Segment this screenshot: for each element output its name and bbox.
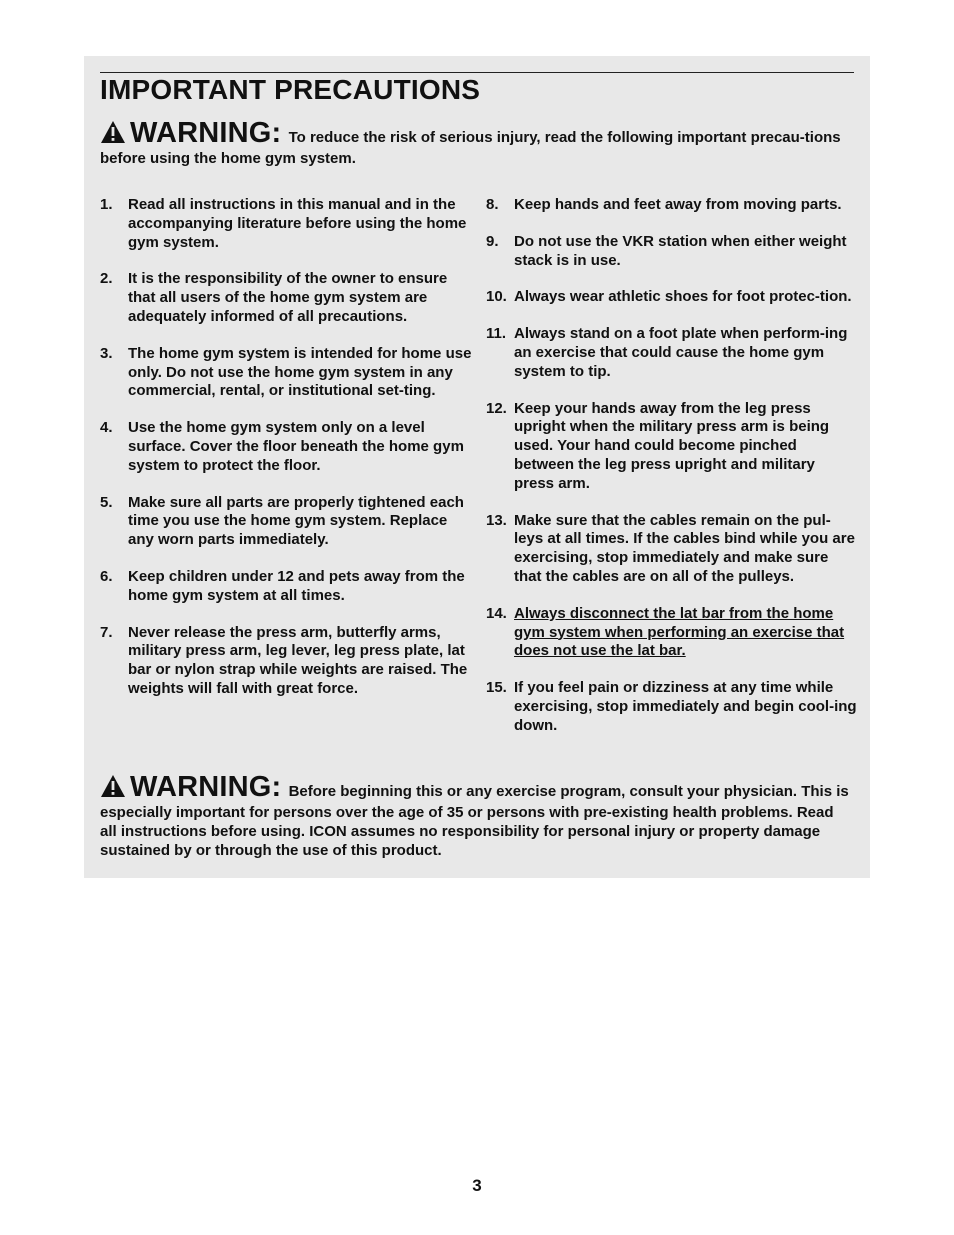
list-item (100, 270, 472, 326)
item-number: 11. (486, 325, 507, 343)
precautions-right-column (486, 196, 858, 736)
list-item (100, 419, 472, 475)
precautions-left-column (100, 196, 472, 699)
warning-triangle-icon (100, 120, 126, 149)
item-text: Make sure that the cables remain on the pul-leys at all times. If the cables bind while you are exercising, stop immediately and make sure that the cables are on all of the pulleys. (514, 511, 855, 585)
item-text: Use the home gym system only on a level surface. Cover the floor beneath the home gym system to protect the floor. (128, 419, 464, 474)
warning-block-2 (100, 771, 854, 860)
item-number: 7. (100, 623, 113, 641)
item-number: 2. (100, 270, 113, 288)
list-item (486, 233, 858, 271)
item-number: 14. (486, 604, 507, 622)
warning-text: To reduce the risk of serious injury, read the following important precau-tions before using the home gym system. (100, 129, 841, 167)
item-text: Read all instructions in this manual and in the accompanying literature before using the home gym system. (128, 196, 467, 251)
item-text: Never release the press arm, butterfly arms, military press arm, leg lever, leg press plate, lat bar or nylon strap while weights are raised. The weights will fall with great force. (128, 623, 468, 697)
list-item (100, 196, 472, 252)
list-item (486, 325, 858, 381)
list-item (100, 568, 472, 606)
warning-text: Before beginning this or any exercise program, consult your physician. This is especially important for persons over the age of 35 or persons with pre-existing health problems. Read all instructions before using. ICON assumes no responsibility for personal injury or property damage sustained by or through the use of this product. (100, 783, 849, 859)
item-number: 3. (100, 344, 113, 362)
page-title: IMPORTANT PRECAUTIONS (100, 74, 481, 105)
item-number: 15. (486, 679, 507, 697)
item-text: Keep hands and feet away from moving parts. (514, 196, 842, 213)
item-text: Always stand on a foot plate when perform-ing an exercise that could cause the home gym system to tip. (514, 325, 848, 380)
list-item (486, 679, 858, 735)
item-text: Always wear athletic shoes for foot protec-tion. (514, 288, 852, 306)
header-rule (100, 72, 854, 73)
item-text: The home gym system is intended for home use only. Do not use the home gym system in any commercial, rental, or institutional set-ting. (128, 344, 472, 400)
list-item (100, 624, 472, 699)
warning-block-1 (100, 117, 854, 168)
item-text: Do not use the VKR station when either weight stack is in use. (514, 232, 847, 269)
item-number: 5. (100, 493, 113, 511)
item-number: 10. (486, 288, 507, 306)
list-item (486, 605, 858, 661)
item-number: 1. (100, 196, 113, 213)
item-text: Make sure all parts are properly tightened each time you use the home gym system. Replace any worn parts immediately. (128, 493, 464, 549)
list-item (486, 196, 858, 215)
list-item (486, 288, 858, 307)
item-number: 12. (486, 399, 507, 417)
item-text: Keep children under 12 and pets away from the home gym system at all times. (128, 567, 465, 604)
list-item (100, 494, 472, 550)
list-item (100, 345, 472, 401)
item-number: 9. (486, 232, 499, 250)
list-item (486, 400, 858, 494)
warning-label: WARNING: (130, 117, 282, 149)
list-item (486, 512, 858, 587)
item-text: If you feel pain or dizziness at any time while exercising, stop immediately and begin cool-ing down. (514, 679, 857, 734)
warning-triangle-icon (100, 774, 126, 803)
warning-label: WARNING: (130, 771, 282, 803)
item-number: 6. (100, 567, 113, 585)
item-number: 13. (486, 511, 507, 529)
item-text-underlined: Always disconnect the lat bar from the home gym system when performing an exercise that does not use the lat bar. (514, 604, 845, 660)
item-number: 8. (486, 196, 499, 213)
page-number: 3 (472, 1176, 482, 1195)
item-number: 4. (100, 419, 113, 437)
item-text: Keep your hands away from the leg press upright when the military press arm is being used. Your hand could become pinched between the leg press upright and military press arm. (514, 399, 830, 492)
item-text: It is the responsibility of the owner to ensure that all users of the home gym system are adequately informed of all precautions. (128, 270, 448, 325)
